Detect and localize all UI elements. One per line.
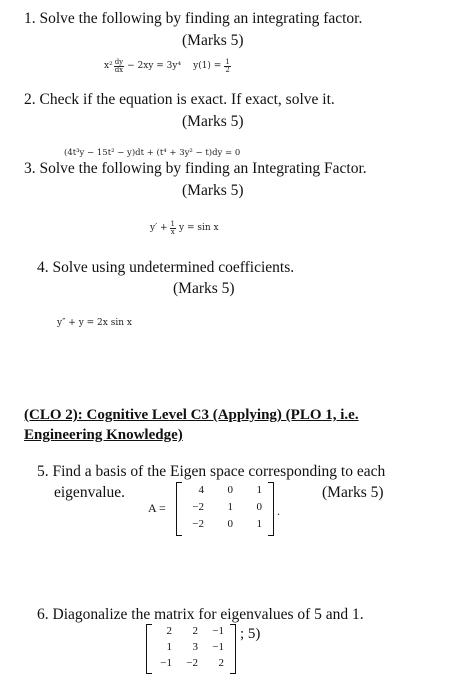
question-3-equation (150, 217, 219, 239)
section-heading-line-2: Engineering Knowledge) (24, 427, 183, 443)
matrix-a-cell: 0 (227, 484, 233, 496)
eq-half (224, 59, 230, 74)
question-3-marks: (Marks 5) (182, 182, 244, 199)
question-4-equation: y″ + y = 2x sin x (57, 318, 132, 328)
matrix-b-cell: 3 (192, 641, 198, 653)
matrix-b-cell: 2 (166, 625, 172, 637)
eq-rest: − 2xy = 3y⁴ (127, 61, 182, 71)
question-6-trailing-text: ; 5) (240, 626, 261, 642)
eq-ic: y(1) = (193, 61, 222, 71)
matrix-b (146, 624, 236, 674)
matrix-b-cell: −1 (212, 641, 224, 653)
question-5-text-line-2: eigenvalue. (54, 484, 126, 501)
question-5-text-line-1: 5. Find a basis of the Eigen space corresponding to each (37, 463, 386, 480)
matrix-a (176, 482, 274, 536)
matrix-a-cell: −2 (192, 501, 204, 513)
matrix-b-cell: −2 (186, 657, 198, 669)
matrix-a-label: A = (148, 501, 166, 515)
matrix-b-cell: 2 (218, 657, 224, 669)
matrix-a-cell: 0 (227, 518, 233, 530)
matrix-a-trailing-period: . (277, 504, 280, 518)
matrix-b-cell: −1 (160, 657, 172, 669)
eq-half-den: 2 (225, 65, 230, 74)
question-1-equation (104, 55, 232, 77)
matrix-a-cell: 1 (256, 484, 262, 496)
eq3-den: x (170, 227, 175, 236)
question-2-text: 2. Check if the equation is exact. If exact, solve it. (24, 91, 335, 108)
matrix-b-cell: 1 (166, 641, 172, 653)
eq-x2: x² (104, 61, 113, 71)
matrix-a-cell: 4 (198, 484, 204, 496)
question-2-marks: (Marks 5) (182, 113, 244, 130)
question-3-text: 3. Solve the following by finding an Integrating Factor. (24, 160, 367, 177)
eq-dy: dy (114, 57, 124, 66)
question-1-marks: (Marks 5) (182, 32, 244, 49)
eq-dx: dx (114, 65, 124, 74)
matrix-b-cell: −1 (212, 625, 224, 637)
eq3-frac (170, 221, 176, 236)
matrix-a-right-bracket (268, 482, 274, 536)
question-5-marks: (Marks 5) (322, 484, 384, 501)
matrix-b-right-bracket (230, 624, 236, 674)
question-4-marks: (Marks 5) (173, 280, 235, 297)
matrix-a-cell: 1 (227, 501, 233, 513)
question-4-text: 4. Solve using undetermined coefficients. (37, 259, 295, 276)
matrix-a-cell: 0 (256, 501, 262, 513)
question-2-equation: (4t³y − 15t² − y)dt + (t⁴ + 3y² − t)dy = 0 (64, 148, 241, 158)
section-heading-line-1: (CLO 2): Cognitive Level C3 (Applying) (PLO 1, i.e. (24, 407, 359, 423)
eq-dydx (114, 59, 124, 74)
matrix-a-cell: 1 (256, 518, 262, 530)
question-1-text: 1. Solve the following by finding an integrating factor. (24, 10, 363, 27)
eq3-right: y = sin x (179, 223, 219, 233)
eq-half-num: 1 (225, 57, 230, 66)
eq3-left: y′ + (150, 223, 168, 233)
eq3-num: 1 (170, 219, 175, 228)
matrix-a-cell: −2 (192, 518, 204, 530)
matrix-b-cell: 2 (192, 625, 198, 637)
question-6-text: 6. Diagonalize the matrix for eigenvalues of 5 and 1. (37, 606, 364, 623)
